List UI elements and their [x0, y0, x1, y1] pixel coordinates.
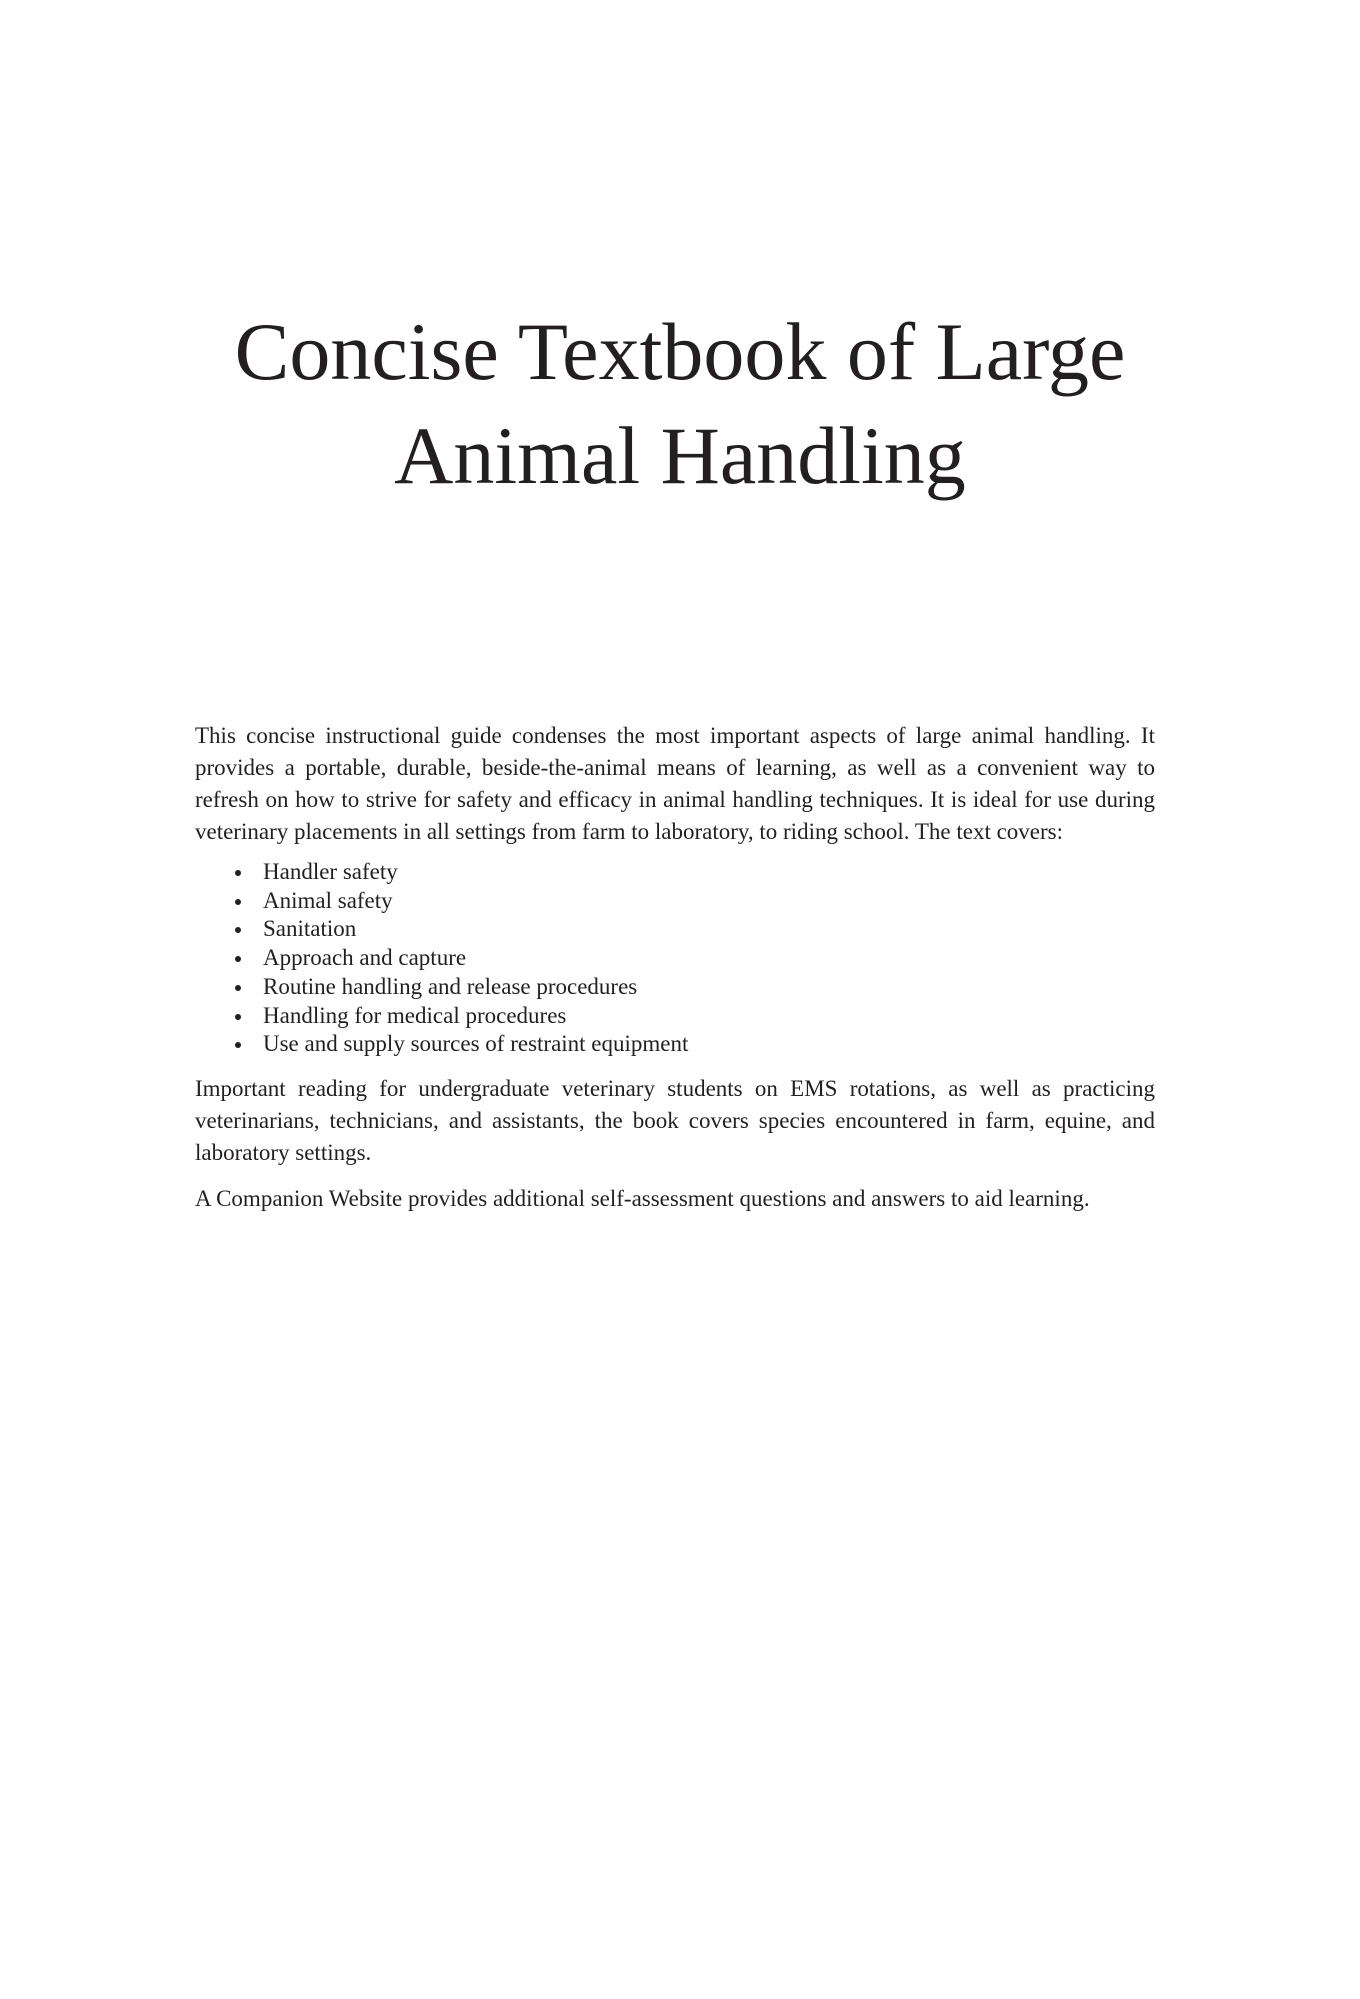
list-item-text: Handler safety [263, 859, 398, 884]
book-title-line-1: Concise Textbook of Large [234, 306, 1126, 397]
list-item [235, 858, 1155, 887]
list-item-text: Approach and capture [263, 945, 467, 971]
list-item [235, 973, 1155, 1002]
list-item [235, 915, 1155, 944]
bullet-icon [235, 1014, 241, 1020]
bullet-icon [235, 985, 241, 991]
list-item-text: Use and supply sources of restraint equipment [263, 1031, 689, 1057]
bullet-icon [235, 899, 241, 905]
bullet-icon [235, 927, 241, 933]
list-item-text: Sanitation [263, 916, 357, 942]
companion-website-paragraph: A Companion Website provides additional self-assessment questions and answers to aid learning. [195, 1185, 1090, 1211]
list-item-text: Animal safety [263, 887, 393, 913]
list-item [235, 1002, 1155, 1031]
bullet-icon [235, 870, 241, 876]
list-item [235, 887, 1155, 916]
list-item-text: Routine handling and release procedures [263, 973, 638, 999]
bullet-icon [235, 1042, 241, 1048]
audience-paragraph: Important reading for undergraduate veterinary students on EMS rotations, as well as practicing veterinarians, technicians, and assistants, the book covers species encountered in farm, equine, and laboratory settings. [195, 1075, 1155, 1165]
bullet-icon [235, 956, 241, 962]
list-item [235, 944, 1155, 973]
book-description [195, 720, 1155, 1229]
topics-list [195, 858, 1155, 1059]
list-item [235, 1030, 1155, 1059]
book-title [150, 300, 1210, 508]
intro-paragraph: This concise instructional guide condenses the most important aspects of large animal handling. It provides a portable, durable, beside-the-animal means of learning, as well as a convenient way to refresh on how to strive for safety and efficacy in animal handling techniques. It is ideal for use during veterinary placements in all settings from farm to laboratory, to riding school. The text covers: [195, 723, 1155, 844]
book-title-line-2: Animal Handling [394, 410, 966, 501]
list-item-text: Handling for medical procedures [263, 1002, 567, 1028]
